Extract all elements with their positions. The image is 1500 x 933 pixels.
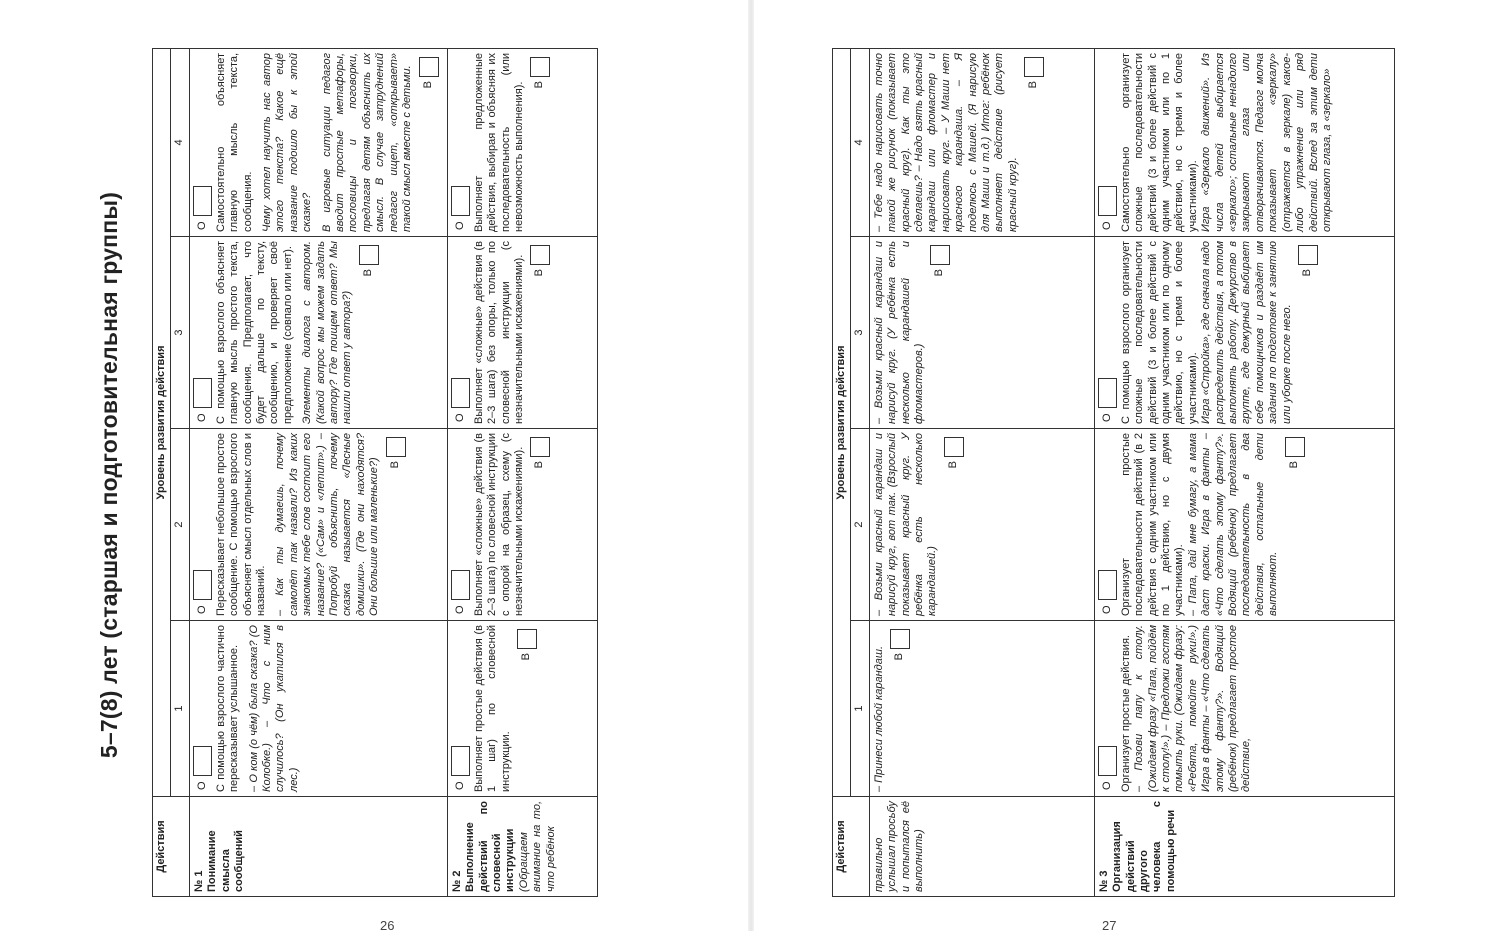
level-description: Организует простые действия. bbox=[1119, 635, 1132, 792]
checkbox[interactable] bbox=[193, 746, 212, 776]
level-cell bbox=[447, 237, 597, 429]
assessment-mark: О bbox=[451, 241, 471, 424]
checkbox[interactable] bbox=[451, 746, 470, 776]
header-levels: Уровень развития действия bbox=[833, 48, 851, 796]
page-number-right: 27 bbox=[1102, 918, 1117, 933]
assessment-mark-b: В bbox=[890, 625, 912, 792]
checkbox[interactable] bbox=[193, 186, 212, 216]
level-example: Чему хотел научить нас автор этого текста? Какое ещё название подошло бы к этой сказке? bbox=[261, 52, 314, 232]
level-cell bbox=[1094, 621, 1394, 797]
table-row bbox=[447, 48, 597, 896]
level-description: С помощью взрослого организует сложные последовательности действий (3 и более действий с одним участником или по одному действию, но с тремя и более участниками). bbox=[1119, 241, 1199, 424]
header-actions: Действия bbox=[833, 797, 870, 897]
checkbox[interactable] bbox=[1298, 245, 1318, 265]
assessment-mark: О bbox=[193, 53, 213, 232]
level-example: Игра «Зеркало движений». Из числа детей выбирается «зеркало»; остальные ненадолго закрывают глаза или отворачиваются. Педагог молча показывает «зеркалу» (отражается в зеркале) какое-либо упражнение или ряд действий. Вслед за этим дети открывают глаза, а «зеркало» bbox=[1200, 52, 1333, 232]
assessment-mark-b: В bbox=[530, 53, 552, 232]
level-cell bbox=[869, 48, 1094, 236]
checkbox[interactable] bbox=[530, 437, 550, 457]
header-col-2: 2 bbox=[851, 429, 869, 621]
assessment-mark-b: В bbox=[419, 53, 441, 232]
level-description: Организует простые последовательности действий (в 2 действия с одним участником или по 1 действию, но с двумя участниками). bbox=[1119, 433, 1186, 616]
table-row bbox=[189, 48, 447, 896]
level-cell bbox=[189, 621, 447, 797]
assessment-mark: О bbox=[1098, 241, 1118, 424]
assessment-mark-b: В bbox=[517, 625, 539, 792]
checkbox[interactable] bbox=[419, 57, 439, 77]
level-example-2: В игровые ситуации педагог вводит простые метафоры, пословицы и поговорки, предлагая детям объяснить их смысл. В случае затруднений педагог ищет, «открывает» такой смысл вместе с детьми. bbox=[320, 52, 414, 232]
level-example: Элементы диалога с автором. (Какой вопрос мы можем задать автору? Где поищем ответ? Мы нашли ответ у автора?) bbox=[301, 241, 354, 424]
level-example: – Возьми красный карандаш и нарисуй круг. (У ребёнка есть несколько карандашей и фломастеров.) bbox=[872, 241, 926, 424]
action-cell bbox=[447, 797, 597, 897]
checkbox[interactable] bbox=[451, 186, 470, 216]
book-spine bbox=[748, 0, 754, 931]
checkbox[interactable] bbox=[359, 245, 379, 265]
level-cell bbox=[869, 621, 1094, 797]
assessment-mark: О bbox=[1098, 625, 1118, 792]
assessment-mark: О bbox=[451, 53, 471, 232]
action-cell bbox=[869, 797, 1094, 897]
level-cell bbox=[1094, 48, 1394, 236]
level-example: – Тебе надо нарисовать точно такой же рисунок (показывает красный круг). Как ты это сделаешь? – Надо взять красный карандаш или фломастер и нарисовать круг. – У Маши нет красного карандаша. – Я поделюсь с Машей. (Я нарисую для Маши и т.д.) Итог: ребёнок выполняет действие (рисует красный круг). bbox=[872, 52, 1019, 232]
level-cell bbox=[869, 237, 1094, 429]
checkbox[interactable] bbox=[1098, 746, 1117, 776]
level-description: Выполняет простые действия (в 1 шаг) по словесной инструкции. bbox=[472, 625, 512, 792]
level-description: Пересказывает небольшое простое сообщение. С помощью взрослого объясняет смысл отдельных слов и названий. bbox=[214, 433, 268, 616]
level-description: С помощью взрослого частично пересказывает услышанное. bbox=[214, 625, 241, 792]
header-col-1: 1 bbox=[171, 621, 189, 797]
table-row bbox=[869, 48, 1094, 896]
assessment-mark-b: В bbox=[930, 241, 952, 424]
level-cell bbox=[1094, 237, 1394, 429]
assessment-mark: О bbox=[193, 625, 213, 792]
checkbox[interactable] bbox=[1285, 437, 1305, 457]
level-cell bbox=[447, 621, 597, 797]
assessment-mark-b: В bbox=[530, 241, 552, 424]
assessment-mark-b: В bbox=[530, 433, 552, 616]
level-cell bbox=[1094, 429, 1394, 621]
assessment-mark: О bbox=[1098, 53, 1118, 232]
header-col-4: 4 bbox=[171, 48, 189, 236]
header-col-1: 1 bbox=[851, 621, 869, 797]
left-page bbox=[90, 45, 690, 905]
header-col-2: 2 bbox=[171, 429, 189, 621]
right-page bbox=[820, 45, 1420, 905]
table-row bbox=[1094, 48, 1394, 896]
checkbox[interactable] bbox=[1098, 378, 1117, 408]
action-name: Выполнение действий по словесной инструкции bbox=[464, 801, 517, 892]
action-number: № 2 bbox=[450, 870, 463, 892]
checkbox[interactable] bbox=[451, 570, 470, 600]
checkbox[interactable] bbox=[930, 245, 950, 265]
level-description: Выполняет «сложные» действия (в 2–3 шага) по словесной инструкции с опорой на образец, схему (с незначительными искажениями). bbox=[472, 433, 526, 616]
levels-table bbox=[832, 48, 1395, 897]
level-cell bbox=[189, 48, 447, 236]
level-example: – Принеси любой карандаш. bbox=[872, 645, 885, 792]
checkbox[interactable] bbox=[530, 57, 550, 77]
header-levels: Уровень развития действия bbox=[153, 48, 171, 796]
assessment-mark: О bbox=[193, 241, 213, 424]
header-col-3: 3 bbox=[171, 237, 189, 429]
level-example: – Как ты думаешь, почему самолёт так назвали? Из каких знакомых тебе слов состоит его название? («Сам» и «летит».) – Попробуй объяснить, почему сказка называется «Лесные домишки». (Где они находятся? Они большие или маленькие?) bbox=[274, 433, 381, 616]
level-cell bbox=[189, 237, 447, 429]
assessment-mark-b: В bbox=[359, 241, 381, 424]
assessment-mark-b: В bbox=[1285, 433, 1307, 616]
level-description: Выполняет предложенные действия, выбирая и объясняя их последовательность (или невозможность выполнения). bbox=[472, 52, 526, 232]
level-example: – Возьми красный карандаш и нарисуй круг, вот так. (Взрослый показывает красный круг. У ребёнка есть несколько карандашей.) bbox=[872, 433, 939, 616]
assessment-mark-b: В bbox=[1024, 53, 1046, 232]
action-note: правильно услышал просьбу и попытался её выполнить) bbox=[872, 801, 926, 892]
checkbox[interactable] bbox=[451, 378, 470, 408]
level-cell bbox=[447, 429, 597, 621]
action-number: № 3 bbox=[1097, 870, 1110, 892]
checkbox[interactable] bbox=[193, 570, 212, 600]
level-example: – О ком (о чём) была сказка? (О Колобке.) – Что с ним случилось? (Он укатился в лес.) bbox=[247, 625, 300, 792]
action-cell bbox=[1094, 797, 1394, 897]
action-note: (Обращаем внимание на то, что ребёнок bbox=[517, 801, 557, 892]
assessment-mark: О bbox=[451, 433, 471, 616]
assessment-mark-b: В bbox=[386, 433, 408, 616]
level-example: – Папа, дай мне бумагу, а мама даст краски. Игра в фанты – «Что сделать этому фанту?». Водящий (ребёнок) предлагает последовательность в два действия, остальные дети выполняют. bbox=[1186, 433, 1280, 616]
checkbox[interactable] bbox=[944, 437, 964, 457]
checkbox[interactable] bbox=[1024, 57, 1044, 77]
assessment-mark: О bbox=[451, 625, 471, 792]
levels-table bbox=[152, 48, 598, 897]
checkbox[interactable] bbox=[193, 378, 212, 408]
checkbox[interactable] bbox=[1098, 186, 1117, 216]
header-col-4: 4 bbox=[851, 48, 869, 236]
checkbox[interactable] bbox=[386, 437, 406, 457]
assessment-mark-b: В bbox=[1298, 241, 1320, 424]
level-description: С помощью взрослого объясняет главную мысль простого текста, сообщения. Предполагает, что будет дальше по тексту, сообщению, и проверяет своё предположение (совпало или нет). bbox=[214, 241, 294, 424]
level-description: Самостоятельно объясняет главную мысль текста, сообщения. bbox=[214, 52, 254, 232]
level-example: Игра «Стройка», где сначала надо распределить действия, а потом выполнять работу. Дежурство в группе, где дежурный выбирает себе помощников и раздаёт им задания по подготовке к занятию или уборке после него. bbox=[1200, 241, 1293, 424]
level-cell bbox=[869, 429, 1094, 621]
level-example: – Позови папу к столу. (Ожидаем фразу «Папа, пойдём к столу!».) – Предложи гостям помыть руки. (Ожидаем фразу: «Ребята, помойте руки!».) Игра в фанты – «Что сделать этому фанту?». Водящий (ребёнок) предлагает простое действие, bbox=[1133, 625, 1253, 792]
action-number: № 1 bbox=[192, 870, 205, 892]
checkbox[interactable] bbox=[890, 629, 910, 649]
page-title: 5–7(8) лет (старшая и подготовительная группы) bbox=[96, 191, 122, 759]
assessment-mark: О bbox=[193, 433, 213, 616]
page-number-left: 26 bbox=[380, 918, 395, 933]
header-col-3: 3 bbox=[851, 237, 869, 429]
action-name: Организация действий другого человека с помощью речи bbox=[1111, 801, 1177, 892]
action-cell bbox=[189, 797, 447, 897]
assessment-mark-b: В bbox=[944, 433, 966, 616]
action-name: Понимание смысла сообщений bbox=[206, 830, 246, 892]
level-cell bbox=[447, 48, 597, 236]
level-description: Выполняет «сложные» действия (в 2–3 шага) без опоры, только по словесной инструкции (с незначительными искажениями). bbox=[472, 241, 526, 424]
assessment-mark: О bbox=[1098, 433, 1118, 616]
level-description: Самостоятельно организует сложные последовательности действий (3 и более действий с одним участником или по 1 действию, но с тремя и более участниками). bbox=[1119, 52, 1199, 232]
checkbox[interactable] bbox=[1098, 570, 1117, 600]
checkbox[interactable] bbox=[530, 245, 550, 265]
checkbox[interactable] bbox=[517, 629, 537, 649]
level-cell bbox=[189, 429, 447, 621]
header-actions: Действия bbox=[153, 797, 190, 897]
